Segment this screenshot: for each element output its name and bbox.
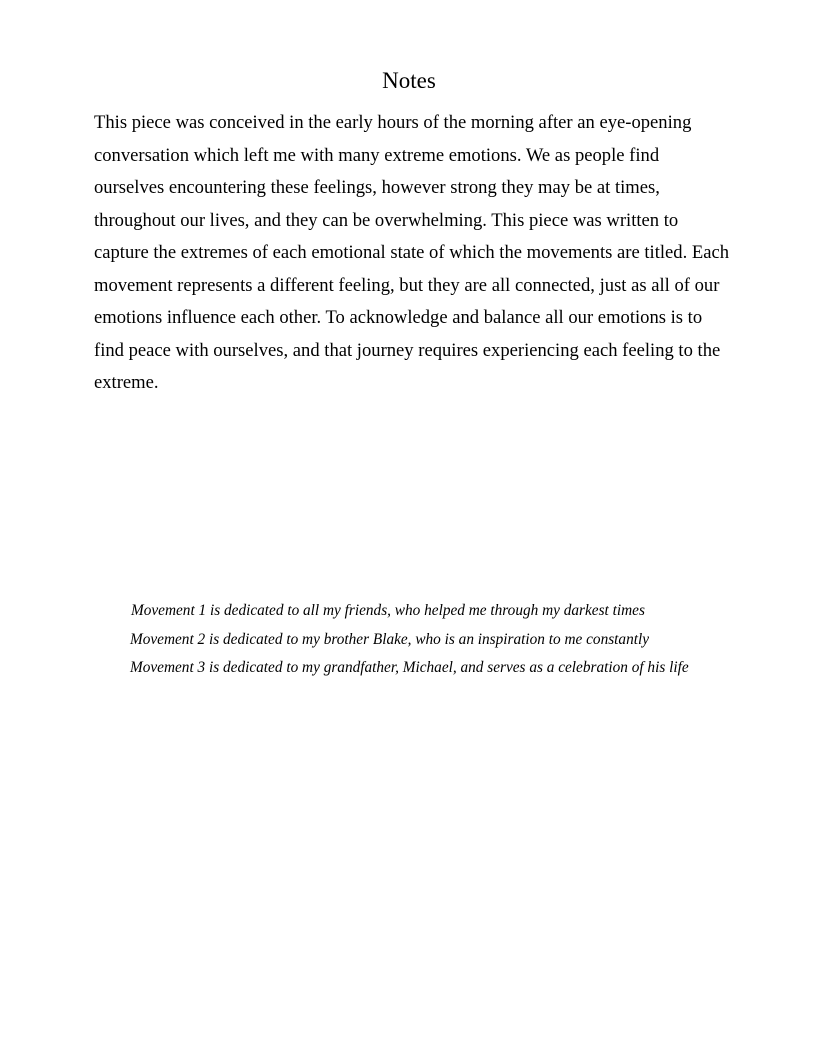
dedications-list (127, 596, 767, 682)
dedication-movement-3: Movement 3 is dedicated to my grandfather, Michael, and serves as a celebration of his life (130, 659, 689, 676)
notes-paragraph: This piece was conceived in the early hours of the morning after an eye-opening conversation which left me with many extreme emotions. We as people find ourselves encountering these feelings, however strong they may be at times, throughout our lives, and they can be overwhelming. This piece was written to capture the extremes of each emotional state of which the movements are titled. Each movement represents a different feeling, but they are all connected, just as all of our emotions influence each other. To acknowledge and balance all our emotions is to find peace with ourselves, and that journey requires experiencing each feeling to the extreme. (94, 112, 730, 393)
dedication-movement-2: Movement 2 is dedicated to my brother Blake, who is an inspiration to me constantly (130, 631, 650, 648)
page-title: Notes (382, 68, 436, 93)
dedication-movement-1: Movement 1 is dedicated to all my friends, who helped me through my darkest times (131, 602, 645, 619)
